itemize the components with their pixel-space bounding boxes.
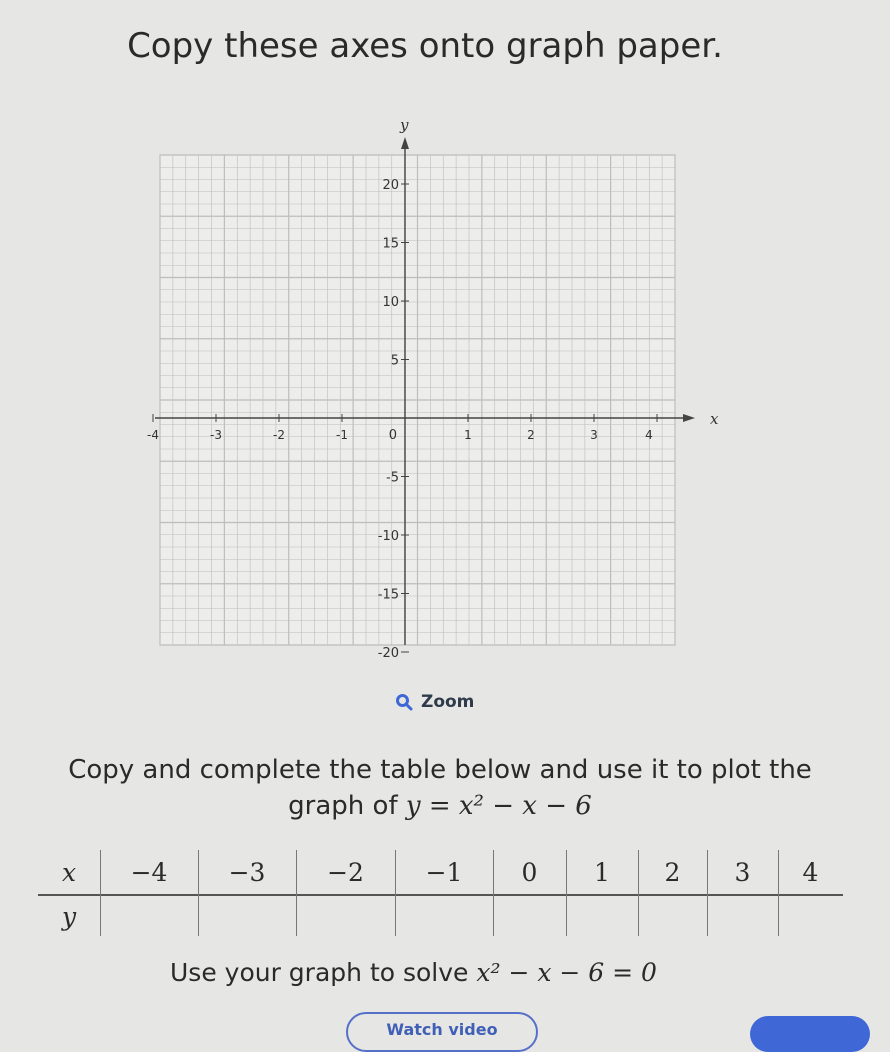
y-tick-label: 10 — [382, 295, 399, 310]
table-divider — [296, 850, 297, 936]
x-value-cell: 2 — [664, 857, 681, 887]
x-value-cell: −1 — [425, 857, 463, 887]
x-value-cell: −2 — [327, 857, 364, 887]
solve-equation: x² − x − 6 = 0 — [476, 958, 657, 987]
x-tick-label: 2 — [527, 428, 535, 442]
y-tick-label: 15 — [382, 236, 399, 252]
y-row — [38, 896, 843, 936]
x-value-cell: 0 — [521, 857, 538, 887]
instruction-line-2-text: graph of — [288, 791, 406, 821]
y-tick-label: 20 — [382, 178, 399, 193]
x-value-cell: 1 — [594, 857, 610, 887]
x-axis-arrow — [683, 414, 695, 422]
y-value-cell[interactable] — [100, 896, 198, 936]
y-header: y — [61, 901, 77, 931]
instruction-line-2 — [20, 788, 860, 824]
x-row — [38, 850, 843, 896]
x-value-cell: 4 — [802, 857, 819, 887]
table-divider — [493, 850, 494, 936]
y-tick-label: 5 — [390, 353, 399, 369]
y-value-cell[interactable] — [778, 896, 843, 936]
zoom-label: Zoom — [421, 692, 475, 712]
instruction-text — [20, 752, 860, 824]
y-value-cell[interactable] — [707, 896, 778, 936]
table-divider — [638, 850, 639, 936]
equation: y = x² − x − 6 — [405, 791, 592, 821]
x-axis-label: x — [710, 410, 719, 428]
y-value-cell[interactable] — [493, 896, 566, 936]
y-tick-label: -15 — [377, 587, 399, 603]
y-axis-label: y — [400, 116, 409, 134]
y-value-cell[interactable] — [198, 896, 296, 936]
value-table — [38, 850, 843, 930]
x-tick-label: -1 — [336, 428, 348, 442]
x-tick-label: 3 — [590, 428, 598, 442]
table-divider — [566, 850, 567, 936]
y-value-cell[interactable] — [638, 896, 707, 936]
solve-text: Use your graph to solve — [170, 958, 477, 987]
y-value-cell[interactable] — [566, 896, 638, 936]
table-divider — [707, 850, 708, 936]
x-tick-label: -2 — [273, 428, 285, 442]
x-value-cell: −3 — [228, 857, 266, 887]
page-heading: Copy these axes onto graph paper. — [127, 26, 723, 66]
y-tick-label: -5 — [386, 470, 399, 486]
x-header: x — [61, 857, 77, 887]
solve-instruction — [170, 958, 657, 987]
x-value-cell: −4 — [130, 857, 168, 887]
x-tick-label: 1 — [464, 428, 472, 442]
x-tick-label: -4 — [147, 428, 159, 442]
y-value-cell[interactable] — [395, 896, 493, 936]
graph-svg — [147, 110, 720, 661]
y-tick-label: -20 — [377, 646, 399, 661]
x-value-cell: 3 — [734, 857, 751, 887]
watch-video-button[interactable]: Watch video — [346, 1012, 538, 1052]
y-tick-label: -10 — [377, 529, 399, 544]
y-value-cell[interactable] — [296, 896, 395, 936]
y-axis-arrow — [401, 137, 409, 149]
table-divider — [198, 850, 199, 936]
x-tick-label: 4 — [645, 428, 653, 442]
instruction-line-1: Copy and complete the table below and use it to plot the — [68, 755, 812, 785]
axes-graph — [147, 110, 720, 661]
table-divider — [100, 850, 101, 936]
magnifier-icon — [395, 693, 413, 711]
y-tick-label: 0 — [388, 428, 397, 443]
table-divider — [395, 850, 396, 936]
zoom-button[interactable] — [395, 692, 474, 712]
table-divider — [778, 850, 779, 936]
x-tick-label: -3 — [210, 428, 222, 442]
next-button[interactable] — [750, 1016, 870, 1052]
